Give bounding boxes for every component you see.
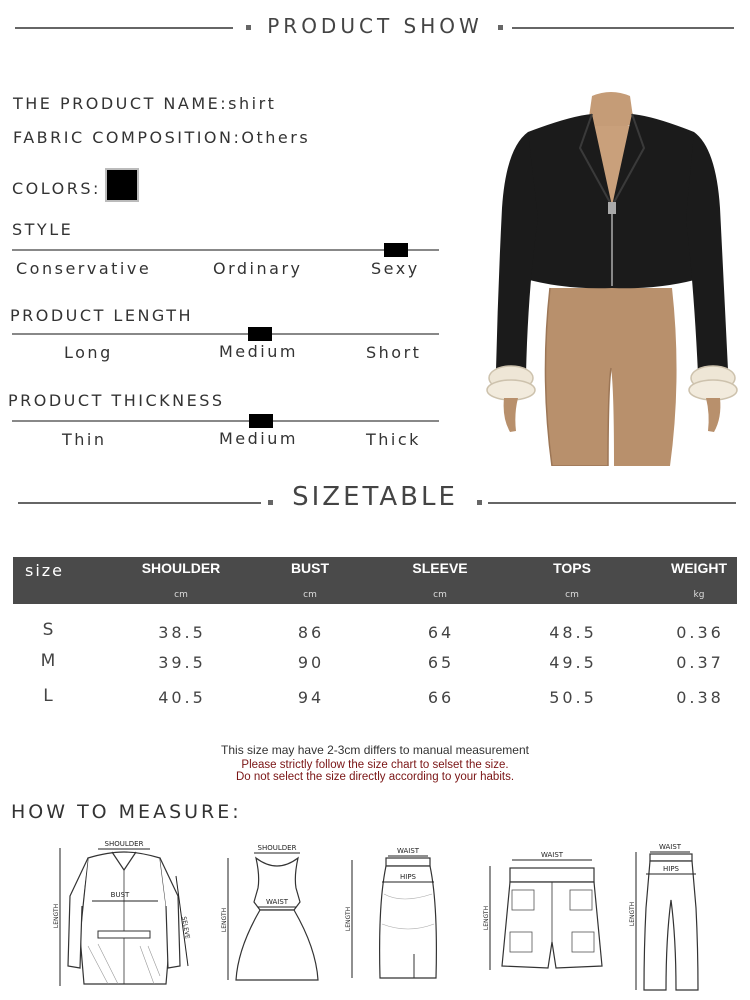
col-unit-weight: kg (693, 590, 705, 600)
dress-measure-diagram (214, 840, 332, 986)
skirt-waist-label: WAIST (396, 847, 420, 855)
style-label-sexy: Sexy (371, 259, 420, 278)
colors-label: COLORS: (12, 179, 101, 198)
cell-s-sleeve: 64 (427, 623, 455, 642)
cell-l-sleeve: 66 (427, 688, 455, 707)
style-scale-marker (384, 243, 408, 257)
length-scale-track (12, 333, 439, 335)
length-label-long: Long (64, 343, 113, 362)
jacket-bust-label: BUST (110, 891, 130, 899)
jacket-shoulder-label: SHOULDER (104, 840, 144, 848)
col-header-weight: WEIGHT (671, 560, 727, 576)
cell-s-weight: 0.36 (676, 623, 724, 642)
thickness-scale-track (12, 420, 439, 422)
dress-length-label: LENGTH (221, 907, 228, 933)
col-header-tops: TOPS (553, 560, 591, 576)
product-name: THE PRODUCT NAME:shirt (13, 94, 277, 113)
col-unit-sleeve: cm (433, 590, 447, 600)
style-title: STYLE (12, 220, 74, 239)
size-table-header (13, 557, 737, 604)
product-show-title: PRODUCT SHOW (267, 14, 483, 38)
cell-l-weight: 0.38 (676, 688, 724, 707)
pants-length-label: LENGTH (629, 901, 636, 927)
skirt-measure-diagram (342, 844, 452, 984)
cell-l-shoulder: 40.5 (158, 688, 206, 707)
length-label-short: Short (366, 343, 422, 362)
how-to-measure-title: HOW TO MEASURE: (11, 801, 242, 823)
thickness-label-medium: Medium (219, 429, 298, 448)
dress-waist-label: WAIST (265, 898, 289, 906)
thickness-label-thick: Thick (366, 430, 421, 449)
col-header-sleeve: SLEEVE (412, 560, 468, 576)
dress-shoulder-label: SHOULDER (257, 844, 297, 852)
shorts-waist-label: WAIST (540, 851, 564, 859)
size-chart-warning: Please strictly follow the size chart to selset the size. (241, 759, 509, 771)
row-size-m: M (40, 651, 56, 671)
habit-warning: Do not select the size directly according to your habits. (235, 771, 515, 783)
cell-m-bust: 90 (297, 653, 325, 672)
jacket-length-label: LENGTH (53, 903, 60, 929)
size-column-header: size (25, 561, 65, 580)
header-rule-right (512, 27, 734, 29)
thickness-label-thin: Thin (62, 430, 107, 449)
thickness-scale-marker (249, 414, 273, 428)
color-swatch-black[interactable] (105, 168, 139, 202)
cell-s-bust: 86 (297, 623, 325, 642)
pants-hips-label: HIPS (663, 865, 679, 873)
cell-m-sleeve: 65 (427, 653, 455, 672)
row-size-l: L (43, 686, 53, 706)
thickness-title: PRODUCT THICKNESS (8, 391, 225, 410)
style-scale-track (12, 249, 439, 251)
length-label-medium: Medium (219, 342, 298, 361)
style-label-conservative: Conservative (16, 259, 152, 278)
col-unit-bust: cm (303, 590, 317, 600)
cell-m-weight: 0.37 (676, 653, 724, 672)
col-header-bust: BUST (290, 560, 330, 576)
product-photo (480, 88, 740, 466)
row-size-s: S (42, 620, 54, 640)
sizetable-dot-right (477, 500, 482, 505)
pants-measure-diagram (622, 838, 722, 996)
col-header-shoulder: SHOULDER (141, 560, 221, 576)
skirt-hips-label: HIPS (400, 873, 416, 881)
cell-m-tops: 49.5 (549, 653, 597, 672)
jacket-measure-diagram (48, 836, 198, 992)
cell-l-tops: 50.5 (549, 688, 597, 707)
cell-s-shoulder: 38.5 (158, 623, 206, 642)
fabric-composition: FABRIC COMPOSITION:Others (13, 128, 311, 147)
jacket-sleeve-label: SELEVE (180, 915, 191, 940)
length-title: PRODUCT LENGTH (10, 306, 194, 325)
measurement-note: This size may have 2-3cm differs to manual measurement (221, 743, 529, 757)
header-dot-right (498, 25, 503, 30)
cell-m-shoulder: 39.5 (158, 653, 206, 672)
skirt-length-label: LENGTH (345, 906, 352, 932)
style-label-ordinary: Ordinary (213, 259, 303, 278)
sizetable-title: SIZETABLE (292, 482, 458, 512)
col-unit-shoulder: cm (174, 590, 188, 600)
shorts-length-label: LENGTH (483, 905, 490, 931)
col-unit-tops: cm (565, 590, 579, 600)
length-scale-marker (248, 327, 272, 341)
shorts-measure-diagram (474, 846, 614, 976)
sizetable-rule-right (488, 502, 736, 504)
pants-waist-label: WAIST (658, 843, 682, 851)
cell-s-tops: 48.5 (549, 623, 597, 642)
cell-l-bust: 94 (297, 688, 325, 707)
